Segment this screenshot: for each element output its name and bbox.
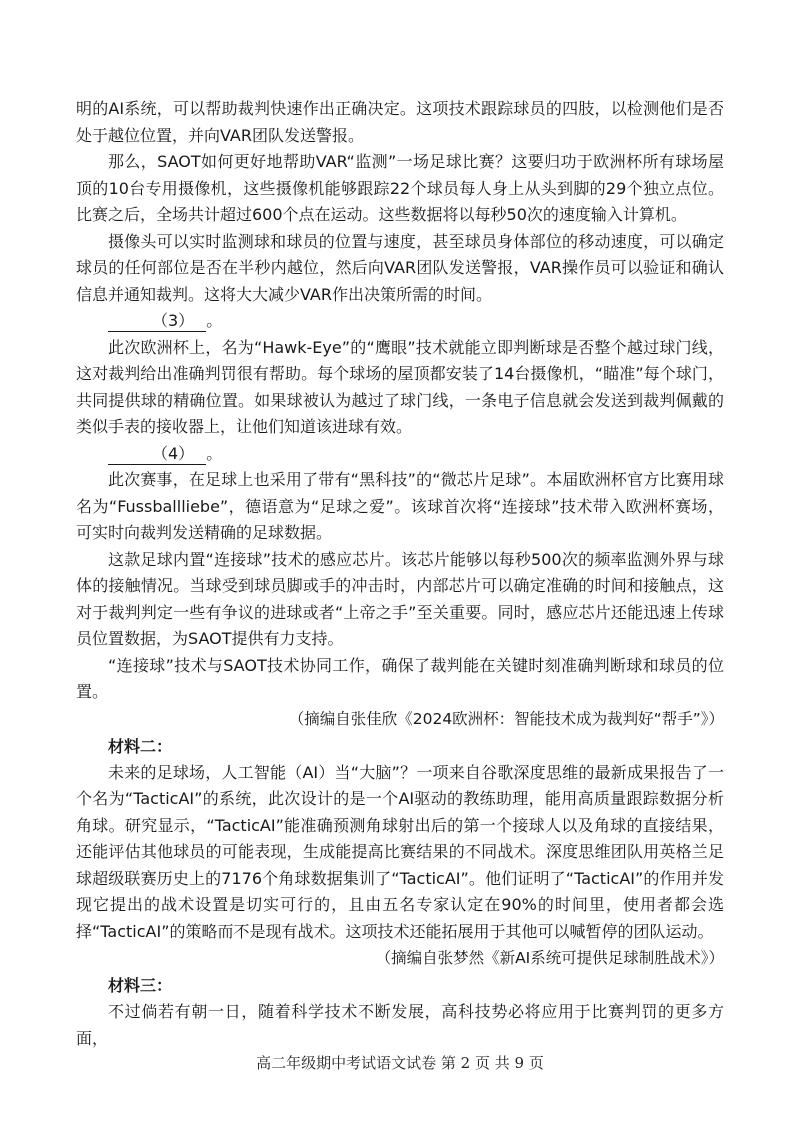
paragraph-saot-cameras: 那么，SAOT如何更好地帮助VAR“监测”一场足球比赛？这要归功于欧洲杯所有球场屋顶的10台专用摄像机，这些摄像机能够跟踪22个球员每人身上从头到脚的29个独立点位。比赛之后，全场共计超过600个点在运动。这些数据将以每秒50次的速度输入计算机。 (76, 152, 724, 224)
paragraph-connected-ball: “连接球”技术与SAOT技术协同工作，确保了裁判能在关键时刻准确判断球和球员的位置。 (76, 655, 724, 701)
paragraph-hawk-eye: 此次欧洲杯上，名为“Hawk-Eye”的“鹰眼”技术就能立即判断球是否整个越过球门线，这对裁判给出准确判罚很有帮助。每个球场的屋顶都安装了14台摄像机，“瞄准”每个球门，共同提供球的精确位置。如果球被认为越过了球门线，一条电子信息就会发送到裁判佩戴的类似手表的接收器上，让他们知道该进球有效。 (76, 337, 724, 436)
paragraph-continued: 明的AI系统，可以帮助裁判快速作出正确决定。这项技术跟踪球员的四肢，以检测他们是否处于越位位置，并向VAR团队发送警报。 (76, 99, 724, 145)
paragraph-sensor-chip: 这款足球内置“连接球”技术的感应芯片。该芯片能够以每秒500次的频率监测外界与球体的接触情况。当球受到球员脚或手的冲击时，内部芯片可以确定准确的时间和接触点，这对于裁判判定一些有争议的进球或者“上帝之手”至关重要。同时，感应芯片还能迅速上传球员位置数据，为SAOT提供有力支持。 (76, 549, 724, 648)
material-2-heading: 材料二： (108, 736, 173, 756)
blank-4-suffix: 。 (206, 443, 223, 463)
blank-question-3 (76, 308, 724, 335)
source-citation-2: （摘编自张梦然《新AI系统可提供足球制胜战术》） (375, 949, 724, 967)
source-citation-1: （摘编自张佳欣《2024欧洲杯：智能技术成为裁判好“帮手”》） (288, 709, 724, 728)
blank-3-suffix: 。 (206, 311, 223, 330)
paragraph-microchip-ball: 此次赛事，在足球上也采用了带有“黑科技”的“微芯片足球”。本届欧洲杯官方比赛用球名为“Fussballliebe”，德语意为“足球之爱”。该球首次将“连接球”技术带入欧洲杯赛场，可实时向裁判发送精确的足球数据。 (76, 470, 724, 542)
material-3-heading: 材料三： (108, 976, 173, 995)
blank-3-label: （3） (108, 311, 206, 332)
paragraph-tacticai: 未来的足球场，人工智能（AI）当“大脑”？一项来自谷歌深度思维的最新成果报告了一个名为“TacticAI”的系统，此次设计的是一个AI驱动的教练助理，能用高质量跟踪数据分析角球。研究显示，“TacticAI”能准确预测角球射出后的第一个接球人以及角球的直接结果，还能评估其他球员的可能表现，生成能提高比赛结果的不同战术。深度思维团队用英格兰足球超级联赛历史上的7176个角球数据集训了“TacticAI”。他们证明了“TacticAI”的作用并发现它提出的战术设置是切实可行的，且由五名专家认定在90%的时间里，使用者都会选择“TacticAI”的策略而不是现有战术。这项技术还能拓展用于其他可以喊暂停的团队运动。 (76, 762, 724, 941)
page-footer: 高二年级期中考试语文试卷 第 2 页 共 9 页 (256, 1054, 544, 1072)
page-content (76, 96, 724, 1052)
paragraph-realtime-monitoring: 摄像头可以实时监测球和球员的位置与速度，甚至球员身体部位的移动速度，可以确定球员的任何部位是否在半秒内越位，然后向VAR团队发送警报，VAR操作员可以验证和确认信息并通知裁判。这将大大减少VAR作出决策所需的时间。 (76, 231, 724, 304)
blank-question-4 (76, 441, 724, 468)
blank-4-label: （4） (108, 444, 206, 465)
paragraph-future-tech: 不过倘若有朝一日，随着科学技术不断发展，高科技势必将应用于比赛判罚的更多方面， (76, 1002, 724, 1048)
